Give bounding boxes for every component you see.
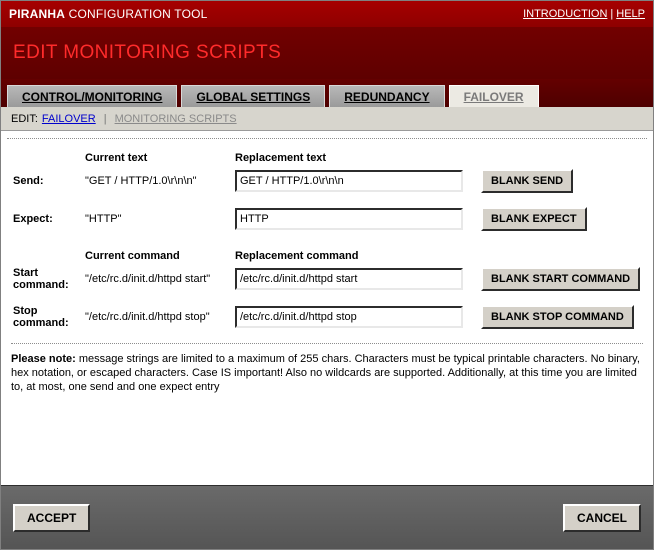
app-header [1,1,653,27]
expect-input-cell [235,207,471,231]
app-brand-suffix: CONFIGURATION TOOL [65,7,208,21]
start-command-label: Start command: [13,267,69,291]
breadcrumb-failover-link[interactable]: FAILOVER [41,112,96,125]
breadcrumb [1,107,653,131]
command-headers-row [1,245,653,267]
stop-command-row [1,305,653,329]
start-command-current-value: "/etc/rc.d/init.d/httpd start" [85,273,211,285]
form-top-divider [7,138,647,139]
form-note-text: message strings are limited to a maximum of 255 chars. Characters must be typical printable characters. No binary, hex notation, or escaped characters. Case IS important! Also no wildcards are supported. Additionally, at this time you are limited to, at most, one send and one expect entry [11,353,640,393]
spacer-row-2 [1,231,653,245]
breadcrumb-edit-label: EDIT: [11,112,38,125]
form-note-label: Please note: [11,353,76,365]
send-label: Send: [13,175,44,187]
script-fields-table [1,147,653,329]
send-row [1,169,653,193]
blank-expect-button[interactable]: BLANK EXPECT [481,207,587,231]
blank-stop-command-button[interactable]: BLANK STOP COMMAND [481,305,634,329]
command-header-spacer [1,245,85,267]
header-spacer-cell [1,147,85,169]
start-command-input[interactable] [235,268,463,290]
start-command-input-cell [235,267,471,291]
header-replacement-command: Replacement command [235,250,359,262]
breadcrumb-divider: | [103,112,107,125]
send-input-cell [235,169,471,193]
main-tabs [1,79,653,107]
monitoring-scripts-form [1,131,653,479]
stop-command-button-cell [471,305,653,329]
spacer-row-1 [1,193,653,207]
text-headers-row [1,147,653,169]
form-note [11,343,643,394]
stop-command-input[interactable] [235,306,463,328]
blank-start-command-button[interactable]: BLANK START COMMAND [481,267,640,291]
tab-global-settings[interactable]: GLOBAL SETTINGS [181,85,325,107]
header-button-spacer [471,147,653,169]
page-title-band [1,27,653,79]
cancel-button[interactable]: CANCEL [563,504,641,532]
header-current-command: Current command [85,250,180,262]
header-current-text: Current text [85,152,148,164]
page-title: EDIT MONITORING SCRIPTS [13,42,282,63]
stop-command-label: Stop command: [13,305,69,329]
tab-control-monitoring[interactable]: CONTROL/MONITORING [7,85,177,107]
expect-current-value: "HTTP" [85,213,122,225]
tab-failover[interactable]: FAILOVER [449,85,539,107]
start-command-row [1,267,653,291]
form-actions [1,485,653,549]
breadcrumb-current: MONITORING SCRIPTS [114,112,237,125]
header-links [523,8,645,20]
header-replacement-text: Replacement text [235,152,327,164]
send-input[interactable] [235,170,463,192]
blank-send-button[interactable]: BLANK SEND [481,169,573,193]
start-command-button-cell [471,267,653,291]
tab-redundancy[interactable]: REDUNDANCY [329,85,444,107]
expect-input[interactable] [235,208,463,230]
accept-button[interactable]: ACCEPT [13,504,90,532]
stop-command-input-cell [235,305,471,329]
expect-label: Expect: [13,213,53,225]
expect-button-cell [471,207,653,231]
help-link[interactable]: HELP [616,8,645,20]
app-brand-name: PIRANHA [9,7,66,21]
app-brand [9,7,208,21]
introduction-link[interactable]: INTRODUCTION [523,8,608,20]
spacer-row-3 [1,291,653,305]
send-current-value: "GET / HTTP/1.0\r\n\n" [85,175,197,187]
header-links-separator: | [610,8,614,20]
send-button-cell [471,169,653,193]
stop-command-current-value: "/etc/rc.d/init.d/httpd stop" [85,311,210,323]
command-header-button-spacer [471,245,653,267]
expect-row [1,207,653,231]
